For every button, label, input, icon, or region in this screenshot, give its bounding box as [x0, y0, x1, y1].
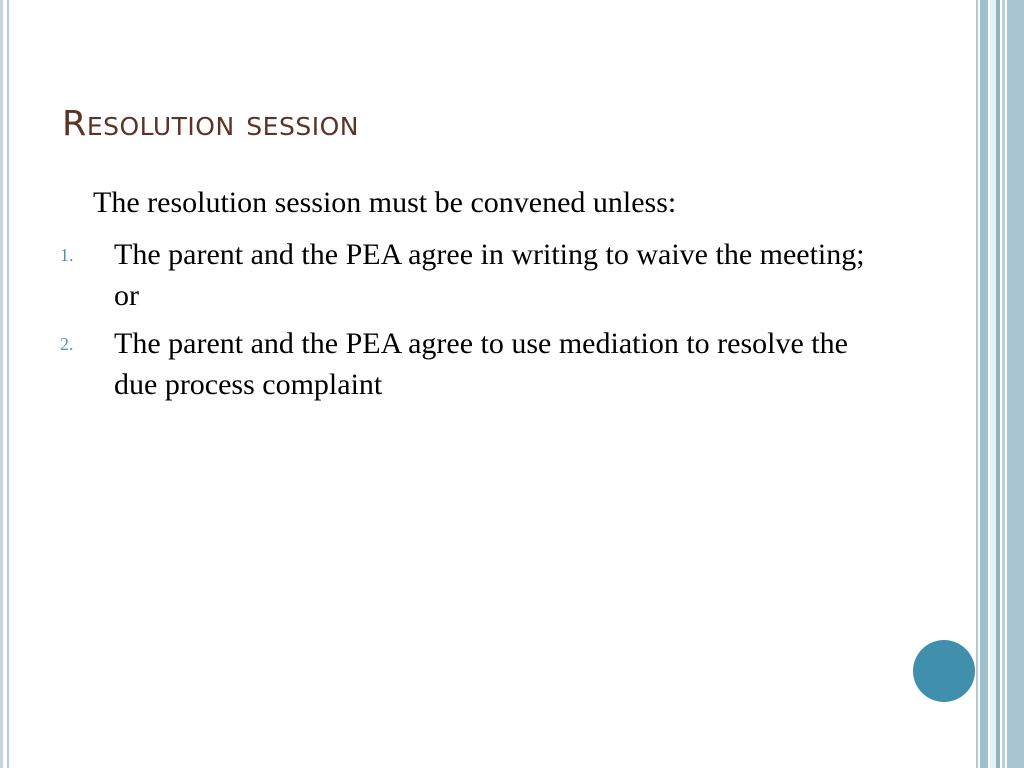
list-number: 1.: [60, 245, 74, 265]
list-item-text: The parent and the PEA agree to use mediation to resolve the due process complaint: [114, 327, 848, 401]
numbered-list: [58, 234, 888, 412]
intro-text: The resolution session must be convened unless:: [93, 186, 677, 219]
right-stripe: [976, 0, 978, 768]
right-stripe: [980, 0, 988, 768]
right-stripe: [1002, 0, 1005, 768]
list-item: [58, 323, 888, 405]
slide-title: Resolution session: [62, 104, 359, 144]
list-item-text: The parent and the PEA agree in writing to waive the meeting; or: [114, 238, 865, 312]
right-stripe: [1007, 0, 1024, 768]
left-border-line: [0, 0, 3, 768]
decorative-circle: [913, 640, 975, 702]
right-stripe: [996, 0, 1000, 768]
left-border-line-inner: [7, 0, 9, 768]
list-item: [58, 234, 888, 316]
list-number: 2.: [60, 334, 74, 354]
